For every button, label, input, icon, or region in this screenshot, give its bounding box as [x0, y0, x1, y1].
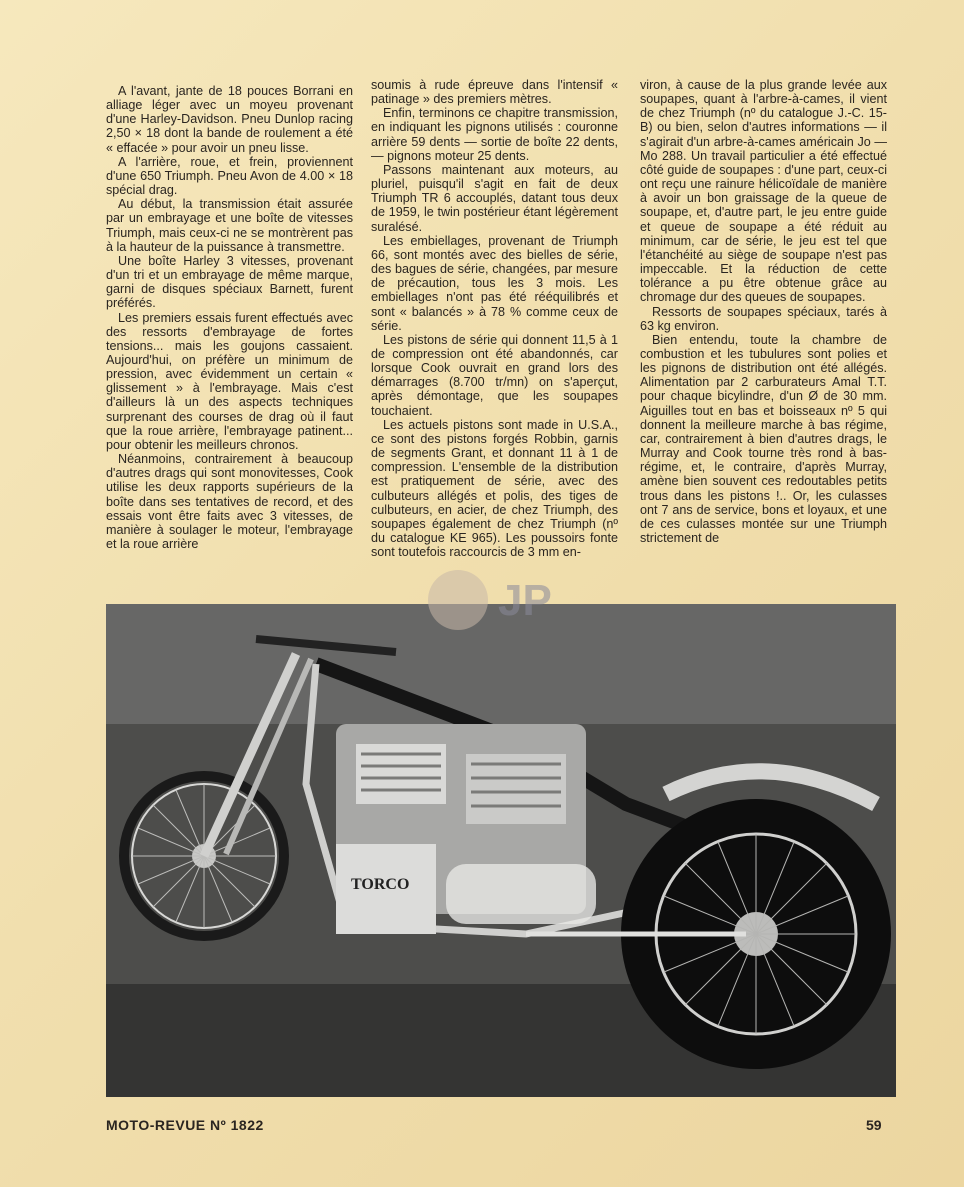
paragraph: Une boîte Harley 3 vitesses, provenant d'un tri et un embrayage de même marque, garni de disques spéciaux Barnett, furent préférés.: [106, 253, 353, 311]
stamp-text: JP: [498, 576, 552, 625]
paragraph: Les premiers essais furent effectués avec des ressorts d'embrayage de fortes tensions... mais les goujons cassaient. Aujourd'hui, on préfère un minimum de pression, avec évidemment un certain « glissement » à l'embrayage. Mais c'est d'ailleurs là un des aspects techniques surprenant des courses de drag où il faut que la roue arrière, l'embrayage patinent... pour obtenir les meilleurs chronos.: [106, 310, 353, 452]
magazine-issue-footer: MOTO-REVUE Nº 1822: [106, 1117, 264, 1133]
paragraph: Bien entendu, toute la chambre de combustion et les tubulures sont polies et les pignons de distribution ont été allégés. Alimentation par 2 carburateurs Amal T.T. pour chaque bicylindre, d'un Ø de 30 mm. Aiguilles tout en bas et boisseaux nº 5 qui donnent la meilleure marche à bas régime, car, contrairement à bien d'autres drags, le Murray and Cook tourne très rond à bas-régime, et, le contraire, d'après Murray, amène bien souvent ces redoutables petits trous dans les pistons !.. Or, les culasses ont 7 ans de service, bons et loyaux, et une de ces culasses montée sur une Triumph strictement de: [640, 332, 887, 545]
paragraph: soumis à rude épreuve dans l'intensif « patinage » des premiers mètres.: [371, 78, 618, 107]
paragraph: A l'avant, jante de 18 pouces Borrani en alliage léger avec un moyeu provenant d'une Harley-Davidson. Pneu Dunlop racing 2,50 × 18 dont la bande de roulement a été « effacée » pour avoir un pneu lisse.: [106, 84, 353, 155]
drag-motorcycle-photo: [106, 604, 896, 1097]
collector-stamp: [418, 560, 558, 640]
paragraph: Les pistons de série qui donnent 11,5 à 1 de compression ont été abandonnés, car lorsque Cook ouvrait en grand lors des démarrages (8.700 tr/mn) on s'aperçut, après démontage, que les soupapes touchaient.: [371, 332, 618, 418]
paragraph: Passons maintenant aux moteurs, au pluriel, puisqu'il s'agit en fait de deux Triumph TR 6 accouplés, datant tous deux de 1959, le twin postérieur étant légèrement suralésé.: [371, 162, 618, 234]
paragraph: Néanmoins, contrairement à beaucoup d'autres drags qui sont monovitesses, Cook utilise les deux rapports supérieurs de la boîte dans ses tentatives de record, et des essais vont être faits avec 3 vitesses, de manière à soulager le moteur, l'embrayage et la roue arrière: [106, 452, 353, 551]
article-column-1: [106, 84, 353, 551]
paragraph: A l'arrière, roue, et frein, proviennent d'une 650 Triumph. Pneu Avon de 4.00 × 18 spécial drag.: [106, 154, 353, 198]
paragraph: Les embiellages, provenant de Triumph 66, sont montés avec des bielles de série, des bagues de série, changées, par mesure de précaution, tous les 3 mois. Les embiellages n'ont pas été rééquilibrés et sont « balancés » à 78 % comme ceux de série.: [371, 233, 618, 333]
page-number: 59: [866, 1117, 882, 1133]
tank-badge: TORCO: [351, 876, 410, 893]
paragraph: viron, à cause de la plus grande levée aux soupapes, quant à l'arbre-à-cames, il vient de chez Triumph (nº du catalogue J.-C. 15-B) ou bien, selon d'autres informations — il s'agirait d'un arbre-à-cames américain Jo — Mo 288. Un travail particulier a été effectué côté guide de soupapes : d'une part, ceux-ci ont reçu une rainure hélicoïdale de manière à avoir un bon graissage de la queue de soupape, et, d'autre part, le jeu entre guide et queue de soupape a été réduit au minimum, car de série, le jeu est tel que l'étanchéité au siège de soupape n'est pas impeccable. Et la réduction de cette tolérance a pu être obtenue grâce au chromage dur des queues de soupapes.: [640, 78, 887, 305]
paragraph: Les actuels pistons sont made in U.S.A., ce sont des pistons forgés Robbin, garnis de segments Grant, et donnant 11 à 1 de compression. L'ensemble de la distribution est pratiquement de série, avec des culbuteurs allégés et polis, des tiges de culbuteurs, en acier, de chez Triumph, des soupapes également de chez Triumph (nº du catalogue KE 965). Les poussoirs fonte sont toutefois raccourcis de 3 mm en-: [371, 417, 618, 560]
article-column-3: [640, 78, 887, 545]
paragraph: Ressorts de soupapes spéciaux, tarés à 63 kg environ.: [640, 304, 887, 333]
article-column-2: [371, 78, 618, 559]
paragraph: Au début, la transmission était assurée par un embrayage et une boîte de vitesses Triumph, mais ceux-ci ne se montrèrent pas à la hauteur de la puissance à transmettre.: [106, 197, 353, 254]
motorcycle-illustration: [106, 604, 896, 1097]
paragraph: Enfin, terminons ce chapitre transmission, en indiquant les pignons utilisés : couronne arrière 59 dents — sortie de boîte 22 dents, — pignons moteur 25 dents.: [371, 106, 618, 163]
